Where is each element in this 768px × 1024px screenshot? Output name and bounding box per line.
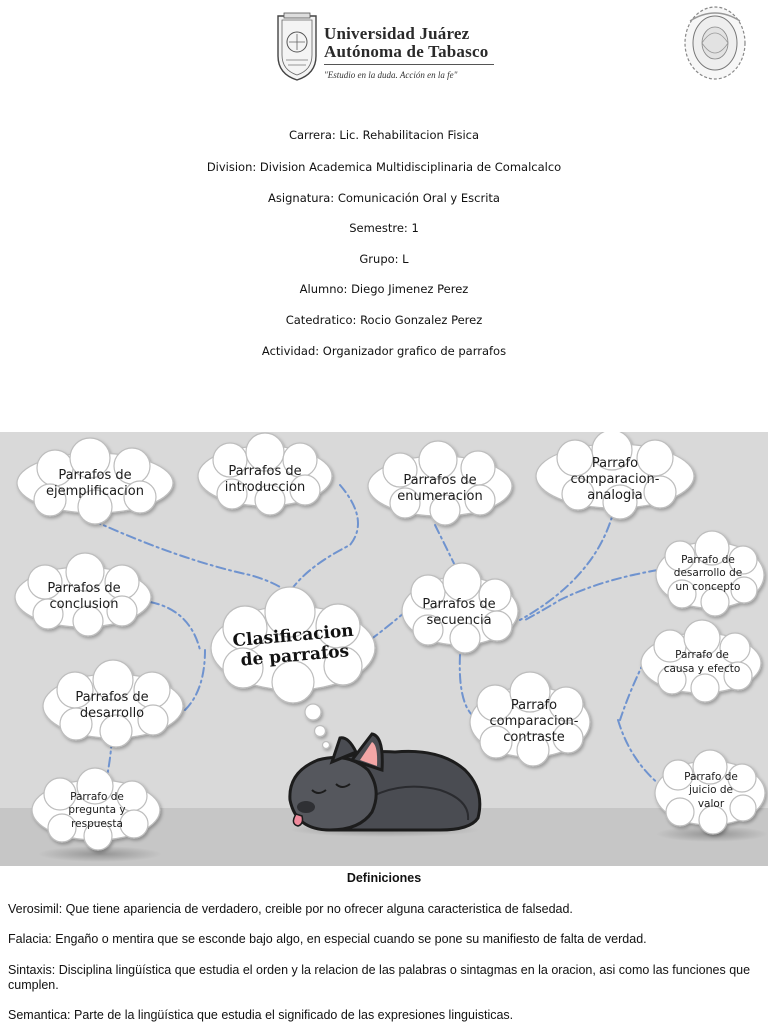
node-ejemplificacion: Parrafos de ejemplificacion (45, 467, 144, 499)
node-center-clasificacion: Clasificacion de parrafos (231, 620, 355, 671)
connector-analogia (520, 505, 615, 620)
definition-sintaxis: Sintaxis: Disciplina lingüística que estudia el orden y la relacion de las palabras o sintagmas en la oracion, asi como las funciones que cumplen. (8, 963, 751, 992)
node-comparacion-analogia: Parrafo comparacion-analogia (570, 455, 660, 504)
node-desarrollo-concepto: Parrafo de desarrollo de un concepto (673, 553, 743, 593)
definitions-title: Definiciones (346, 871, 422, 885)
university-crest-logo (274, 12, 320, 82)
info-grupo: Grupo: L (359, 252, 409, 266)
definition-verosimil: Verosimil: Que tiene apariencia de verdadero, creible por no ofrecer alguna caracteristica de falsedad. (8, 902, 573, 916)
university-name (324, 25, 504, 61)
university-motto: "Estudio en la duda. Acción en la fe" (324, 70, 458, 80)
info-catedratico: Catedratico: Rocio Gonzalez Perez (285, 313, 483, 327)
seal-logo (682, 3, 748, 81)
node-comparacion-contraste: Parrafo comparacion-contraste (489, 697, 579, 746)
university-name-line-2: Autónoma de Tabasco (324, 42, 489, 61)
connector-conclusion (150, 602, 200, 650)
connector-contraste (460, 655, 472, 715)
node-pregunta-respuesta: Parrafo de pregunta y respuesta (68, 790, 126, 830)
connector-causa (620, 660, 645, 720)
thought-bubble-small (323, 742, 330, 749)
node-enumeracion: Parrafos de enumeracion (397, 472, 483, 504)
node-introduccion: Parrafos de introduccion (224, 463, 306, 495)
node-conclusion: Parrafos de conclusion (47, 580, 121, 612)
node-juicio-valor: Parrafo de juicio de valor (684, 770, 738, 810)
node-causa-efecto: Parrafo de causa y efecto (663, 649, 741, 675)
thought-bubble-medium (315, 726, 326, 737)
info-division: Division: Division Academica Multidisciplinaria de Comalcalco (206, 160, 562, 174)
sleeping-dog-illustration (290, 734, 480, 830)
connector-center-secuencia (370, 612, 405, 640)
info-semestre: Semestre: 1 (349, 221, 419, 235)
connector-juicio (618, 720, 660, 785)
connector-concepto (525, 570, 658, 620)
thought-bubble-large (305, 704, 321, 720)
info-carrera: Carrera: Lic. Rehabilitacion Fisica (288, 128, 480, 142)
info-alumno: Alumno: Diego Jimenez Perez (299, 282, 469, 296)
definition-falacia: Falacia: Engaño o mentira que se esconde bajo algo, en especial cuando se pone su manifiesto de falta de verdad. (8, 932, 647, 946)
university-name-line-1: Universidad Juárez (324, 24, 470, 43)
definition-semantica: Semantica: Parte de la lingüística que estudia el significado de las expresiones linguisticas. (8, 1008, 514, 1022)
info-asignatura: Asignatura: Comunicación Oral y Escrita (268, 191, 500, 205)
connector-desarrollo (185, 650, 205, 710)
node-desarrollo: Parrafos de desarrollo (75, 689, 149, 721)
motto-divider (324, 64, 494, 65)
info-actividad: Actividad: Organizador grafico de parrafos (261, 344, 507, 358)
node-secuencia: Parrafos de secuencia (422, 596, 496, 628)
